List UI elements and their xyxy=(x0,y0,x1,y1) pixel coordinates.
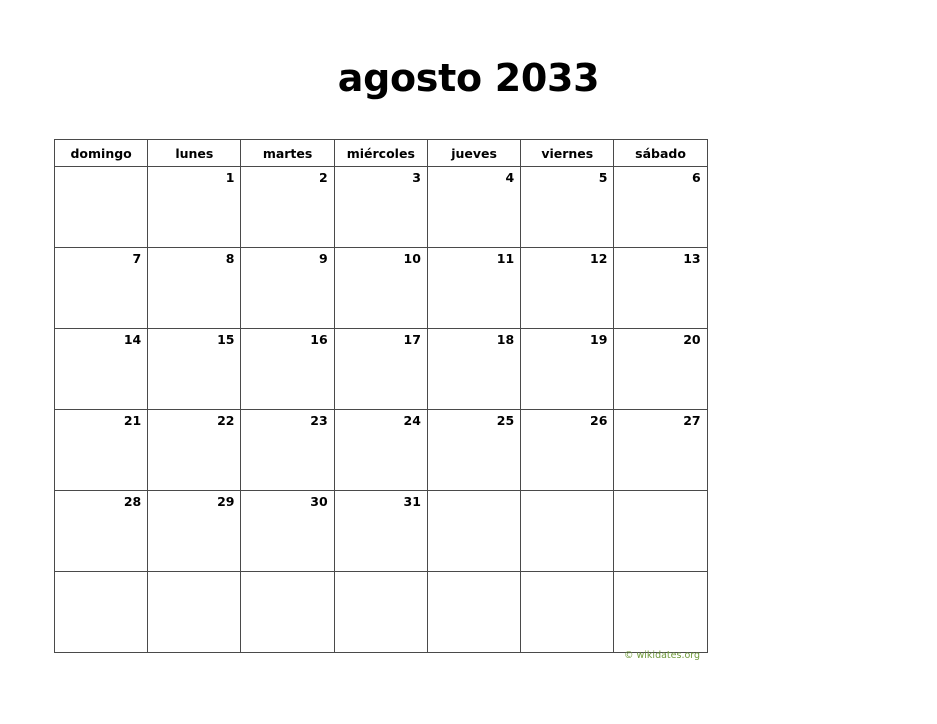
day-cell[interactable] xyxy=(614,167,707,248)
day-number: 26 xyxy=(590,413,608,428)
day-cell[interactable] xyxy=(614,491,707,572)
day-cell[interactable] xyxy=(241,572,334,653)
day-cell[interactable] xyxy=(55,410,148,491)
table-row xyxy=(55,572,883,653)
table-row xyxy=(55,491,883,572)
page-title: agosto 2033 xyxy=(337,56,600,100)
day-number: 22 xyxy=(217,413,235,428)
day-cell[interactable] xyxy=(427,329,520,410)
day-cell[interactable] xyxy=(614,572,707,653)
day-cell[interactable] xyxy=(241,329,334,410)
row-spacer xyxy=(707,329,882,410)
day-cell[interactable] xyxy=(521,410,614,491)
table-row xyxy=(55,329,883,410)
day-cell[interactable] xyxy=(521,572,614,653)
table-row xyxy=(55,248,883,329)
weekday-header-tuesday: martes xyxy=(241,140,334,167)
day-cell[interactable] xyxy=(334,248,427,329)
weekday-header-saturday: sábado xyxy=(614,140,707,167)
day-number: 28 xyxy=(123,494,142,509)
table-row xyxy=(55,410,883,491)
day-cell[interactable] xyxy=(55,329,148,410)
day-number: 8 xyxy=(225,251,235,266)
site-credit[interactable]: © wikidates.org xyxy=(624,650,701,661)
day-number: 10 xyxy=(403,251,421,266)
day-cell[interactable] xyxy=(148,491,241,572)
day-cell[interactable] xyxy=(521,167,614,248)
day-number: 6 xyxy=(691,170,701,185)
day-number xyxy=(335,572,427,590)
day-cell[interactable] xyxy=(334,329,427,410)
day-cell[interactable] xyxy=(614,248,707,329)
day-cell[interactable] xyxy=(241,248,334,329)
day-number: 27 xyxy=(683,413,701,428)
day-number xyxy=(614,572,706,590)
day-cell[interactable] xyxy=(427,248,520,329)
day-cell[interactable] xyxy=(334,410,427,491)
day-cell[interactable] xyxy=(55,167,148,248)
day-number: 11 xyxy=(496,251,515,266)
day-number: 13 xyxy=(683,251,701,266)
weekday-header-thursday: jueves xyxy=(427,140,520,167)
day-cell[interactable] xyxy=(427,491,520,572)
day-number: 30 xyxy=(310,494,328,509)
day-cell[interactable] xyxy=(334,572,427,653)
day-number: 23 xyxy=(310,413,328,428)
day-number: 2 xyxy=(319,170,328,185)
day-cell[interactable] xyxy=(55,491,148,572)
day-cell[interactable] xyxy=(148,329,241,410)
day-cell[interactable] xyxy=(241,410,334,491)
day-number xyxy=(55,572,147,590)
weekday-header-monday: lunes xyxy=(148,140,241,167)
month-calendar xyxy=(54,139,883,653)
row-spacer xyxy=(707,248,882,329)
day-number: 17 xyxy=(403,332,421,347)
day-number xyxy=(428,572,520,590)
row-spacer xyxy=(707,410,882,491)
day-number: 25 xyxy=(496,413,515,428)
day-number: 14 xyxy=(123,332,142,347)
day-cell[interactable] xyxy=(614,410,707,491)
day-number xyxy=(614,491,706,509)
day-number: 29 xyxy=(217,494,235,509)
weekday-header-row xyxy=(55,140,883,167)
day-cell[interactable] xyxy=(334,491,427,572)
day-number: 19 xyxy=(590,332,608,347)
weekday-header-sunday: domingo xyxy=(55,140,148,167)
day-number: 7 xyxy=(132,251,142,266)
day-number: 21 xyxy=(123,413,142,428)
day-cell[interactable] xyxy=(427,167,520,248)
day-number: 3 xyxy=(412,170,421,185)
day-cell[interactable] xyxy=(148,410,241,491)
day-number: 20 xyxy=(683,332,701,347)
day-cell[interactable] xyxy=(148,167,241,248)
day-number: 16 xyxy=(310,332,328,347)
day-number xyxy=(55,167,147,185)
day-cell[interactable] xyxy=(55,572,148,653)
day-cell[interactable] xyxy=(521,329,614,410)
day-number: 24 xyxy=(403,413,421,428)
day-cell[interactable] xyxy=(521,491,614,572)
day-cell[interactable] xyxy=(241,491,334,572)
day-number: 4 xyxy=(505,170,515,185)
weekday-header-wednesday: miércoles xyxy=(334,140,427,167)
day-cell[interactable] xyxy=(55,248,148,329)
day-cell[interactable] xyxy=(148,572,241,653)
day-number xyxy=(428,491,520,509)
day-number xyxy=(241,572,333,590)
row-spacer xyxy=(707,572,882,653)
day-cell[interactable] xyxy=(521,248,614,329)
row-spacer xyxy=(707,167,882,248)
day-cell[interactable] xyxy=(148,248,241,329)
day-cell[interactable] xyxy=(427,572,520,653)
day-number: 18 xyxy=(496,332,515,347)
weekday-header-friday: viernes xyxy=(521,140,614,167)
header-spacer xyxy=(707,140,882,167)
day-number xyxy=(521,572,613,590)
day-cell[interactable] xyxy=(334,167,427,248)
table-row xyxy=(55,167,883,248)
day-number: 31 xyxy=(403,494,421,509)
row-spacer xyxy=(707,491,882,572)
day-number: 9 xyxy=(319,251,328,266)
day-number xyxy=(148,572,240,590)
day-number: 5 xyxy=(598,170,608,185)
day-number: 1 xyxy=(225,170,235,185)
day-cell[interactable] xyxy=(427,410,520,491)
day-number: 12 xyxy=(590,251,608,266)
day-cell[interactable] xyxy=(614,329,707,410)
day-number: 15 xyxy=(217,332,235,347)
day-cell[interactable] xyxy=(241,167,334,248)
day-number xyxy=(521,491,613,509)
